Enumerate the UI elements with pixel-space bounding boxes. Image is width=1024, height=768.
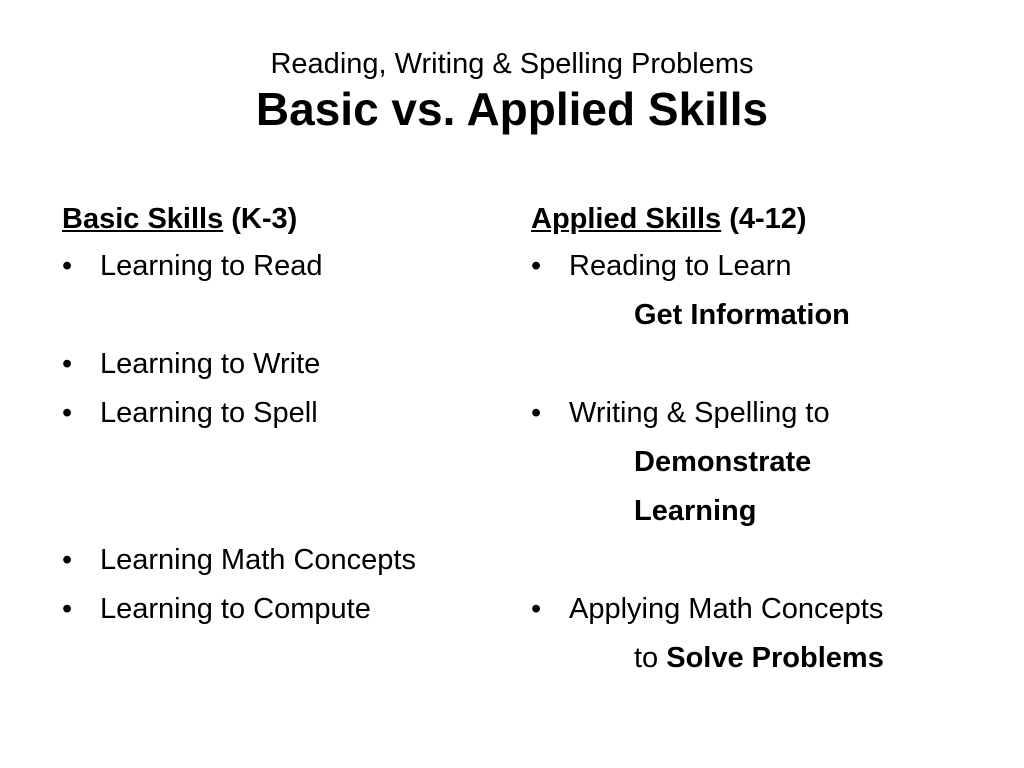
list-item-detail [531, 291, 1001, 340]
list-item [62, 536, 502, 585]
list-item-detail-prefix: to [634, 642, 667, 674]
basic-skills-heading-label: Basic Skills [62, 203, 224, 235]
list-item-text: Learning Math Concepts [100, 544, 416, 576]
list-item [62, 389, 502, 438]
list-item [531, 242, 1001, 291]
bullet-icon: • [531, 593, 542, 625]
list-item-detail-text: Get Information [634, 299, 850, 331]
list-item [531, 585, 1001, 634]
list-item-text: Learning to Write [100, 348, 321, 380]
applied-skills-heading-label: Applied Skills [531, 203, 722, 235]
list-item-detail [531, 438, 1001, 487]
list-item-text: Applying Math Concepts [569, 593, 884, 625]
list-item [62, 242, 502, 291]
basic-skills-column [62, 198, 502, 634]
bullet-icon: • [62, 593, 73, 625]
bullet-icon: • [62, 348, 73, 380]
list-item-detail [531, 634, 1001, 683]
slide-title-block [0, 46, 1024, 136]
list-item [62, 340, 502, 389]
bullet-icon: • [531, 250, 542, 282]
bullet-icon: • [62, 397, 73, 429]
slide-title: Basic vs. Applied Skills [255, 83, 769, 135]
slide-subtitle: Reading, Writing & Spelling Problems [270, 48, 754, 80]
list-item-detail [531, 487, 1001, 536]
list-item-text: Reading to Learn [569, 250, 792, 282]
list-item-detail-text [634, 634, 884, 683]
basic-skills-grade-range: (K-3) [223, 203, 298, 235]
list-item-detail-text: Learning [634, 495, 757, 527]
applied-skills-heading [531, 198, 1001, 242]
list-item-text: Writing & Spelling to [569, 397, 830, 429]
applied-skills-grade-range: (4-12) [721, 203, 807, 235]
list-item [62, 585, 502, 634]
list-item-text: Learning to Compute [100, 593, 371, 625]
applied-skills-column [531, 198, 1001, 683]
list-item-detail-text: Demonstrate [634, 446, 812, 478]
list-item [531, 389, 1001, 438]
list-item-text: Learning to Read [100, 250, 323, 282]
list-item-detail-emphasis: Solve Problems [666, 642, 884, 674]
bullet-icon: • [531, 397, 542, 429]
list-item-text: Learning to Spell [100, 397, 318, 429]
bullet-icon: • [62, 544, 73, 576]
basic-skills-heading [62, 198, 502, 242]
bullet-icon: • [62, 250, 73, 282]
